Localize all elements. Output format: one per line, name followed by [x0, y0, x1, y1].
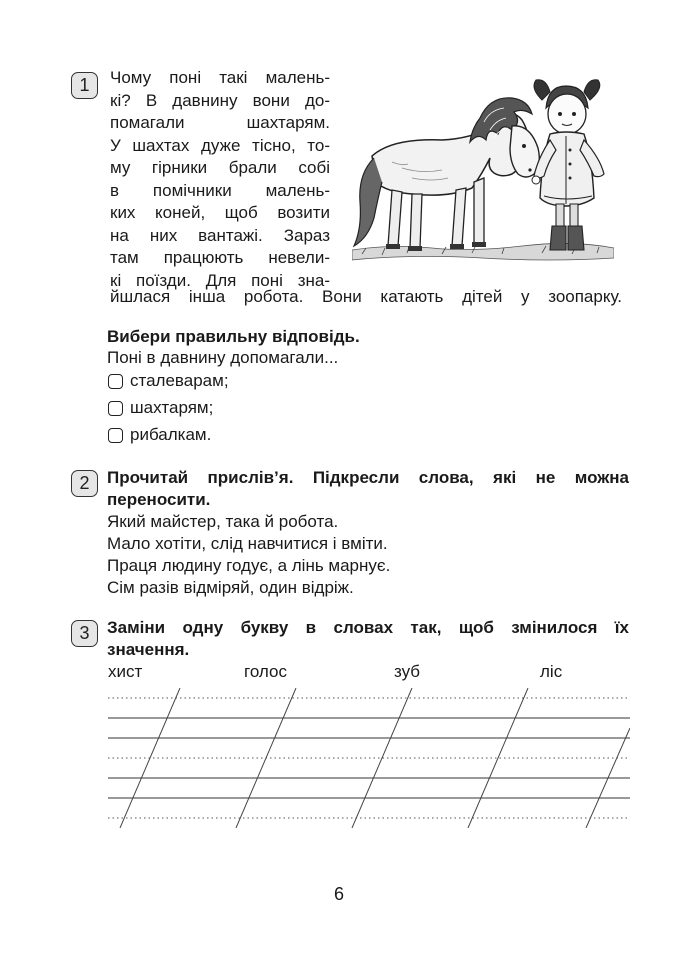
task-1-text-line: У шахтах дуже тісно, то- — [110, 136, 330, 155]
task-1-question-text: Поні в давнину допомагали... — [107, 348, 339, 367]
page-number: 6 — [333, 884, 344, 904]
task-2-title-line: Прочитай прислів’я. Підкресли слова, які не можна — [107, 468, 629, 487]
option-checkbox-1[interactable] — [108, 374, 123, 389]
option-label-1: сталеварам; — [130, 371, 229, 390]
task-2-title-line: переносити. — [107, 490, 211, 509]
proverb-line: Сім разів відміряй, один відріж. — [107, 578, 354, 597]
task-3-word: зуб — [394, 662, 421, 681]
task-1-text-line: йшлася інша робота. Вони катають дітей у зоопарку. — [110, 287, 622, 306]
task-1-text-line: там працюють невели- — [110, 248, 330, 267]
task-3-title-line: значення. — [107, 640, 190, 659]
task-1-text-line: помагали шахтарям. — [110, 113, 330, 132]
task-1-question-title: Вибери правильну відповідь. — [107, 327, 360, 346]
option-label-2: шахтарям; — [130, 398, 214, 417]
task-1-text-line: кі поїзди. Для поні зна- — [110, 271, 330, 290]
task-1-text-line: ких коней, щоб возити — [110, 203, 330, 222]
task-1-text-line: в помічники малень- — [110, 181, 330, 200]
task-1-text-line: му гірники брали собі — [110, 158, 330, 177]
task-3-number-badge: 3 — [71, 620, 98, 647]
task-1-text-line: Чому поні такі малень- — [110, 68, 330, 87]
option-label-3: рибалкам. — [130, 425, 212, 444]
option-checkbox-2[interactable] — [108, 401, 123, 416]
task-2-number-badge: 2 — [71, 470, 98, 497]
proverb-line: Мало хотіти, слід навчитися і вміти. — [107, 534, 388, 553]
handwriting-lines[interactable] — [108, 688, 630, 828]
task-1-number-badge: 1 — [71, 72, 98, 99]
pony-and-girl-illustration — [352, 78, 614, 284]
task-3-word: ліс — [540, 662, 563, 681]
task-1-text-line: кі? В давнину вони до- — [110, 91, 330, 110]
task-1-text-line: на них вантажі. Зараз — [110, 226, 330, 245]
task-3-word: голос — [244, 662, 287, 681]
task-3-title-line: Заміни одну букву в словах так, щоб змінилося їх — [107, 618, 629, 637]
task-3-word: хист — [108, 662, 143, 681]
proverb-line: Праця людину годує, а лінь марнує. — [107, 556, 391, 575]
proverb-line: Який майстер, така й робота. — [107, 512, 339, 531]
option-checkbox-3[interactable] — [108, 428, 123, 443]
